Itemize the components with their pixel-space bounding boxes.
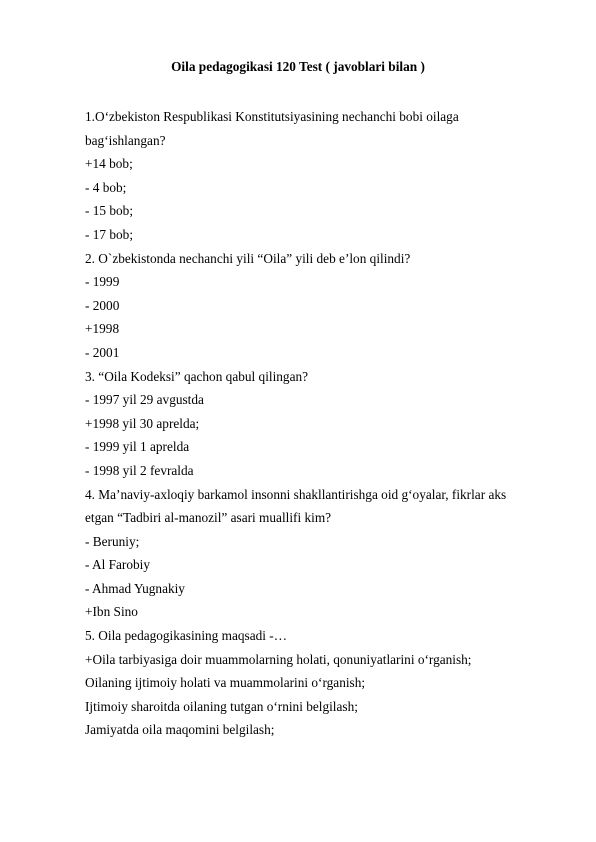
answer-option: +Ibn Sino <box>85 604 138 620</box>
answer-option: - 4 bob; <box>85 179 127 195</box>
question-1-text-cont: bag‘ishlangan? <box>85 132 166 148</box>
answer-option: +1998 <box>85 321 120 337</box>
answer-option: - Ahmad Yugnakiy <box>85 580 185 596</box>
answer-option: - 1999 <box>85 274 120 290</box>
answer-option: - Beruniy; <box>85 533 140 549</box>
answer-option: Jamiyatda oila maqomini belgilash; <box>85 722 275 738</box>
document-title: Oila pedagogikasi 120 Test ( javoblari bilan ) <box>171 59 425 74</box>
answer-option: +1998 yil 30 aprelda; <box>85 415 200 431</box>
answer-option: - 15 bob; <box>85 203 134 219</box>
question-2-text: 2. O`zbekistonda nechanchi yili “Oila” yili deb e’lon qilindi? <box>85 250 411 266</box>
answer-option: +14 bob; <box>85 156 133 172</box>
question-1-text: 1.O‘zbekiston Respublikasi Konstitutsiyasining nechanchi bobi oilaga <box>85 109 459 124</box>
answer-option: - 2001 <box>85 344 120 360</box>
answer-option: +Oila tarbiyasiga doir muammolarning holati, qonuniyatlarini o‘rganish; <box>85 651 472 667</box>
answer-option: - 1999 yil 1 aprelda <box>85 439 190 455</box>
answer-option: - 2000 <box>85 297 120 313</box>
answer-option: - 1998 yil 2 fevralda <box>85 462 194 478</box>
question-4-text: 4. Ma’naviy-axloqiy barkamol insonni shakllantirishga oid g‘oyalar, fikrlar aks <box>85 486 507 502</box>
answer-option: - 17 bob; <box>85 226 134 242</box>
answer-option: - 1997 yil 29 avgustda <box>85 392 204 408</box>
document-body <box>85 105 545 742</box>
question-5-text: 5. Oila pedagogikasining maqsadi -… <box>85 628 287 644</box>
answer-option: Oilaning ijtimoiy holati va muammolarini o‘rganish; <box>85 675 366 691</box>
question-4-text-cont: etgan “Tadbiri al-manozil” asari muallifi kim? <box>85 510 332 526</box>
answer-option: - Al Farobiy <box>85 557 151 573</box>
question-3-text: 3. “Oila Kodeksi” qachon qabul qilingan? <box>85 368 309 384</box>
answer-option: Ijtimoiy sharoitda oilaning tutgan o‘rnini belgilash; <box>85 698 358 714</box>
